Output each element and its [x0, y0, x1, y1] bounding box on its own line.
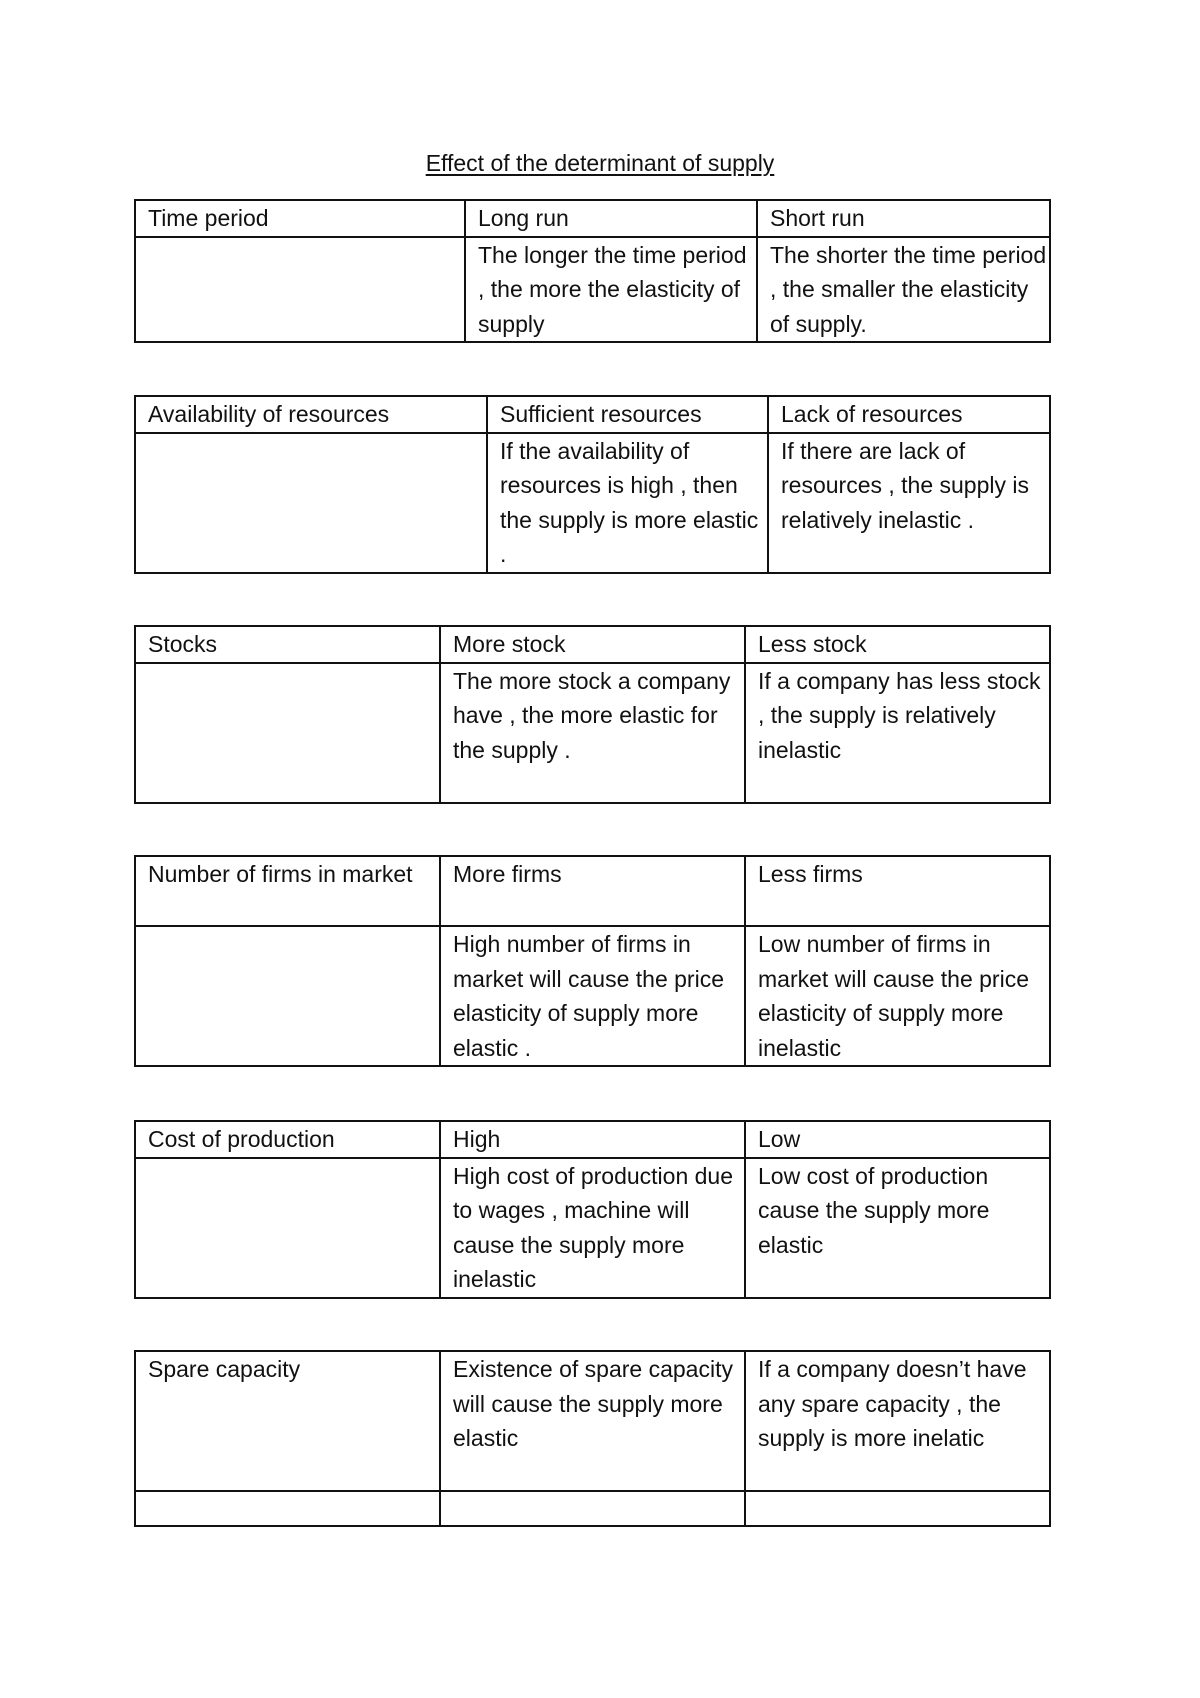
determinant-cell: Time period: [135, 200, 465, 237]
effect-cell: The shorter the time period , the smaller the elasticity of supply.: [757, 237, 1050, 343]
determinant-cell: Stocks: [135, 626, 440, 663]
column-header-cell: High: [440, 1121, 745, 1158]
table-header-row: [135, 396, 1050, 433]
table-header-row: [135, 626, 1050, 663]
page-title: Effect of the determinant of supply: [425, 150, 775, 176]
table-row: [135, 663, 1050, 803]
empty-cell: [135, 663, 440, 803]
spare-capacity-table: [134, 1350, 1051, 1527]
empty-cell: [135, 433, 487, 573]
number-of-firms-table: [134, 855, 1051, 1067]
table-row: [135, 1158, 1050, 1298]
determinant-cell: Cost of production: [135, 1121, 440, 1158]
table-header-row: [135, 200, 1050, 237]
effect-cell: High cost of production due to wages , machine will cause the supply more inelastic: [440, 1158, 745, 1298]
column-header-cell: Less firms: [745, 856, 1050, 926]
effect-cell: Low cost of production cause the supply more elastic: [745, 1158, 1050, 1298]
effect-cell: If a company has less stock , the supply is relatively inelastic: [745, 663, 1050, 803]
effect-cell: Low number of firms in market will cause the price elasticity of supply more inelastic: [745, 926, 1050, 1066]
effect-cell: Existence of spare capacity will cause the supply more elastic: [440, 1351, 745, 1491]
empty-cell: [135, 237, 465, 343]
column-header-cell: Short run: [757, 200, 1050, 237]
column-header-cell: Low: [745, 1121, 1050, 1158]
table-row: [135, 926, 1050, 1066]
table-row: [135, 433, 1050, 573]
availability-of-resources-table: [134, 395, 1051, 574]
effect-cell: If a company doesn’t have any spare capacity , the supply is more inelatic: [745, 1351, 1050, 1491]
effect-cell: High number of firms in market will cause the price elasticity of supply more elastic .: [440, 926, 745, 1066]
column-header-cell: Sufficient resources: [487, 396, 768, 433]
table-header-row: [135, 1121, 1050, 1158]
table-row: [135, 1351, 1050, 1491]
table-row: [135, 237, 1050, 343]
effect-cell: The more stock a company have , the more elastic for the supply .: [440, 663, 745, 803]
empty-cell: [135, 926, 440, 1066]
column-header-cell: More firms: [440, 856, 745, 926]
stocks-table: [134, 625, 1051, 804]
column-header-cell: Lack of resources: [768, 396, 1050, 433]
empty-cell: [135, 1491, 440, 1526]
column-header-cell: Long run: [465, 200, 757, 237]
column-header-cell: More stock: [440, 626, 745, 663]
effect-cell: If there are lack of resources , the supply is relatively inelastic .: [768, 433, 1050, 573]
empty-cell: [135, 1158, 440, 1298]
determinant-cell: Availability of resources: [135, 396, 487, 433]
determinant-cell: Spare capacity: [135, 1351, 440, 1491]
time-period-table: [134, 199, 1051, 343]
effect-cell: The longer the time period , the more the elasticity of supply: [465, 237, 757, 343]
cost-of-production-table: [134, 1120, 1051, 1299]
determinant-cell: Number of firms in market: [135, 856, 440, 926]
column-header-cell: Less stock: [745, 626, 1050, 663]
table-row: [135, 1491, 1050, 1526]
empty-cell: [745, 1491, 1050, 1526]
table-header-row: [135, 856, 1050, 926]
effect-cell: If the availability of resources is high , then the supply is more elastic .: [487, 433, 768, 573]
empty-cell: [440, 1491, 745, 1526]
